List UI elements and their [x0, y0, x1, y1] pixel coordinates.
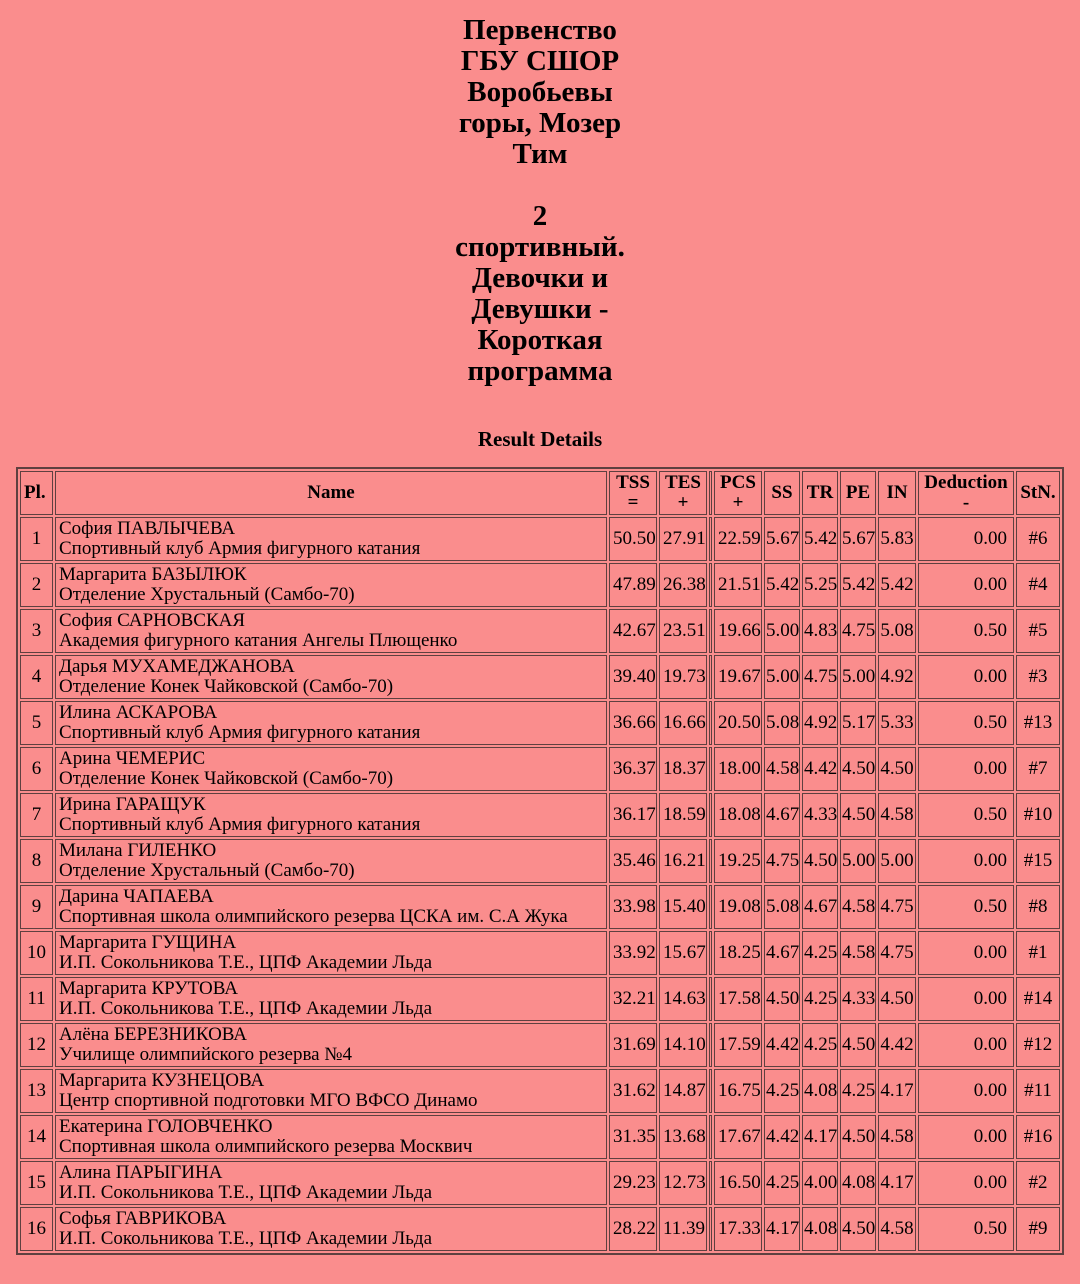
- pcs-cell: 22.59: [714, 517, 762, 561]
- deduction-cell: 0.00: [918, 563, 1014, 607]
- tes-cell: 18.59: [659, 793, 707, 837]
- col-header-label: StN.: [1020, 482, 1056, 503]
- rank-cell: 8: [20, 839, 53, 883]
- rank-cell: 5: [20, 701, 53, 745]
- club-name: Отделение Конек Чайковской (Самбо-70): [59, 768, 394, 789]
- col-header-label: TSS: [616, 472, 650, 493]
- skater-name: Дарья МУХАМЕДЖАНОВА: [59, 656, 295, 677]
- spacer-cell: [709, 793, 712, 837]
- col-header-label: SS: [771, 482, 793, 503]
- stn-cell: #8: [1016, 885, 1060, 929]
- spacer-cell: [709, 1069, 712, 1113]
- tr-cell: 4.42: [802, 747, 838, 791]
- table-row: [20, 701, 1060, 745]
- in-cell: 4.17: [878, 1161, 916, 1205]
- pe-cell: 4.50: [840, 793, 876, 837]
- in-cell: 4.92: [878, 655, 916, 699]
- in-cell: 5.00: [878, 839, 916, 883]
- club-name: И.П. Сокольникова Т.Е., ЦПФ Академии Льда: [59, 1228, 433, 1249]
- tes-cell: 15.67: [659, 931, 707, 975]
- deduction-cell: 0.50: [918, 609, 1014, 653]
- rank-cell: 10: [20, 931, 53, 975]
- col-header-tr: [802, 471, 838, 515]
- pe-cell: 4.75: [840, 609, 876, 653]
- pe-cell: 5.42: [840, 563, 876, 607]
- club-name: И.П. Сокольникова Т.Е., ЦПФ Академии Льда: [59, 998, 433, 1019]
- spacer-cell: [709, 655, 712, 699]
- tss-cell: 39.40: [609, 655, 657, 699]
- table-row: [20, 563, 1060, 607]
- col-header-label: Name: [307, 482, 355, 503]
- club-name: Спортивный клуб Армия фигурного катания: [59, 722, 421, 743]
- table-row: [20, 839, 1060, 883]
- ss-cell: 5.00: [764, 609, 800, 653]
- in-cell: 5.42: [878, 563, 916, 607]
- col-header-tes: [659, 471, 707, 515]
- in-cell: 5.33: [878, 701, 916, 745]
- tss-cell: 31.69: [609, 1023, 657, 1067]
- spacer-cell: [709, 1023, 712, 1067]
- ss-cell: 4.25: [764, 1069, 800, 1113]
- tss-cell: 35.46: [609, 839, 657, 883]
- col-header-deduction: [918, 471, 1014, 515]
- tes-cell: 15.40: [659, 885, 707, 929]
- in-cell: 4.50: [878, 977, 916, 1021]
- spacer-cell: [709, 1161, 712, 1205]
- tr-cell: 4.75: [802, 655, 838, 699]
- tes-cell: 11.39: [659, 1207, 707, 1251]
- pcs-cell: 17.59: [714, 1023, 762, 1067]
- name-cell: [55, 1161, 607, 1205]
- table-row: [20, 1161, 1060, 1205]
- stn-cell: #1: [1016, 931, 1060, 975]
- tr-cell: 4.00: [802, 1161, 838, 1205]
- col-header-name: [55, 471, 607, 515]
- tr-cell: 4.17: [802, 1115, 838, 1159]
- stn-cell: #6: [1016, 517, 1060, 561]
- tr-cell: 4.67: [802, 885, 838, 929]
- name-cell: [55, 1207, 607, 1251]
- deduction-cell: 0.50: [918, 793, 1014, 837]
- pe-cell: 4.50: [840, 1207, 876, 1251]
- col-header-label: TES: [665, 472, 701, 493]
- skater-name: Илина АСКАРОВА: [59, 702, 218, 723]
- pcs-cell: 17.33: [714, 1207, 762, 1251]
- tr-cell: 4.92: [802, 701, 838, 745]
- stn-cell: #9: [1016, 1207, 1060, 1251]
- in-cell: 4.58: [878, 1115, 916, 1159]
- tss-cell: 42.67: [609, 609, 657, 653]
- ss-cell: 4.42: [764, 1023, 800, 1067]
- col-header-ss: [764, 471, 800, 515]
- tss-cell: 36.37: [609, 747, 657, 791]
- in-cell: 4.58: [878, 793, 916, 837]
- table-row: [20, 977, 1060, 1021]
- deduction-cell: 0.00: [918, 1069, 1014, 1113]
- deduction-cell: 0.00: [918, 747, 1014, 791]
- skater-name: София САРНОВСКАЯ: [59, 610, 246, 631]
- pe-cell: 4.33: [840, 977, 876, 1021]
- tr-cell: 4.83: [802, 609, 838, 653]
- results-table: [16, 467, 1064, 1255]
- ss-cell: 5.08: [764, 885, 800, 929]
- stn-cell: #4: [1016, 563, 1060, 607]
- club-name: Спортивная школа олимпийского резерва ЦСКА им. С.А Жука: [59, 906, 568, 927]
- rank-cell: 9: [20, 885, 53, 929]
- col-header-label: IN: [886, 482, 908, 503]
- in-cell: 4.75: [878, 885, 916, 929]
- segment-title: 2 спортивный. Девочки и Девушки - Короткая программа: [455, 200, 625, 387]
- spacer-cell: [709, 609, 712, 653]
- skater-name: Маргарита КРУТОВА: [59, 978, 238, 999]
- col-header-sub: -: [962, 492, 970, 513]
- name-cell: [55, 517, 607, 561]
- table-row: [20, 747, 1060, 791]
- club-name: Отделение Хрустальный (Самбо-70): [59, 584, 355, 605]
- pe-cell: 5.17: [840, 701, 876, 745]
- stn-cell: #11: [1016, 1069, 1060, 1113]
- skater-name: Ирина ГАРАЩУК: [59, 794, 206, 815]
- pcs-cell: 19.25: [714, 839, 762, 883]
- spacer-cell: [709, 977, 712, 1021]
- col-header-sub: +: [677, 492, 689, 513]
- pcs-cell: 17.58: [714, 977, 762, 1021]
- stn-cell: #5: [1016, 609, 1060, 653]
- col-header-in: [878, 471, 916, 515]
- tr-cell: 4.33: [802, 793, 838, 837]
- tr-cell: 4.25: [802, 977, 838, 1021]
- deduction-cell: 0.00: [918, 655, 1014, 699]
- ss-cell: 5.67: [764, 517, 800, 561]
- pcs-cell: 21.51: [714, 563, 762, 607]
- pe-cell: 4.58: [840, 931, 876, 975]
- table-row: [20, 1207, 1060, 1251]
- tes-cell: 14.87: [659, 1069, 707, 1113]
- pcs-cell: 18.08: [714, 793, 762, 837]
- in-cell: 4.58: [878, 1207, 916, 1251]
- in-cell: 4.50: [878, 747, 916, 791]
- deduction-cell: 0.50: [918, 701, 1014, 745]
- table-row: [20, 609, 1060, 653]
- tss-cell: 36.17: [609, 793, 657, 837]
- club-name: Центр спортивной подготовки МГО ВФСО Динамо: [59, 1090, 478, 1111]
- ss-cell: 4.75: [764, 839, 800, 883]
- spacer-cell: [709, 701, 712, 745]
- rank-cell: 15: [20, 1161, 53, 1205]
- in-cell: 4.17: [878, 1069, 916, 1113]
- name-cell: [55, 609, 607, 653]
- in-cell: 4.42: [878, 1023, 916, 1067]
- club-name: Академия фигурного катания Ангелы Плющенко: [59, 630, 458, 651]
- ss-cell: 4.25: [764, 1161, 800, 1205]
- col-header-sub: +: [732, 492, 744, 513]
- ss-cell: 4.58: [764, 747, 800, 791]
- name-cell: [55, 931, 607, 975]
- pcs-cell: 19.08: [714, 885, 762, 929]
- col-header-label: Deduction: [924, 472, 1008, 493]
- col-header-pl: [20, 471, 53, 515]
- club-name: Училище олимпийского резерва №4: [59, 1044, 352, 1065]
- tes-cell: 14.63: [659, 977, 707, 1021]
- table-row: [20, 885, 1060, 929]
- name-cell: [55, 1023, 607, 1067]
- spacer-cell: [709, 1115, 712, 1159]
- rank-cell: 12: [20, 1023, 53, 1067]
- table-row: [20, 931, 1060, 975]
- deduction-cell: 0.00: [918, 839, 1014, 883]
- skater-name: Милана ГИЛЕНКО: [59, 840, 217, 861]
- stn-cell: #16: [1016, 1115, 1060, 1159]
- col-header-label: PE: [845, 482, 871, 503]
- results-table-body: [20, 517, 1060, 1251]
- header-row: [20, 471, 1060, 515]
- section-title: Result Details: [477, 427, 603, 451]
- stn-cell: #12: [1016, 1023, 1060, 1067]
- club-name: Отделение Конек Чайковской (Самбо-70): [59, 676, 394, 697]
- ss-cell: 5.08: [764, 701, 800, 745]
- skater-name: Екатерина ГОЛОВЧЕНКО: [59, 1116, 273, 1137]
- ss-cell: 4.67: [764, 931, 800, 975]
- tes-cell: 18.37: [659, 747, 707, 791]
- ss-cell: 5.42: [764, 563, 800, 607]
- stn-cell: #3: [1016, 655, 1060, 699]
- stn-cell: #10: [1016, 793, 1060, 837]
- in-cell: 4.75: [878, 931, 916, 975]
- spacer-cell: [709, 563, 712, 607]
- deduction-cell: 0.00: [918, 517, 1014, 561]
- tes-cell: 19.73: [659, 655, 707, 699]
- ss-cell: 4.42: [764, 1115, 800, 1159]
- page-title: [0, 0, 1080, 387]
- deduction-cell: 0.00: [918, 1115, 1014, 1159]
- deduction-cell: 0.00: [918, 1023, 1014, 1067]
- col-header-pcs: [714, 471, 762, 515]
- deduction-cell: 0.00: [918, 931, 1014, 975]
- in-cell: 5.83: [878, 517, 916, 561]
- tr-cell: 4.25: [802, 931, 838, 975]
- name-cell: [55, 793, 607, 837]
- pe-cell: 5.67: [840, 517, 876, 561]
- pe-cell: 4.50: [840, 1115, 876, 1159]
- tr-cell: 4.08: [802, 1207, 838, 1251]
- table-row: [20, 1069, 1060, 1113]
- pe-cell: 4.50: [840, 747, 876, 791]
- tss-cell: 47.89: [609, 563, 657, 607]
- name-cell: [55, 885, 607, 929]
- pe-cell: 5.00: [840, 839, 876, 883]
- deduction-cell: 0.50: [918, 1207, 1014, 1251]
- name-cell: [55, 563, 607, 607]
- tes-cell: 23.51: [659, 609, 707, 653]
- col-header-pe: [840, 471, 876, 515]
- spacer-cell: [709, 885, 712, 929]
- col-header-tss: [609, 471, 657, 515]
- pcs-cell: 16.75: [714, 1069, 762, 1113]
- pcs-cell: 19.66: [714, 609, 762, 653]
- rank-cell: 11: [20, 977, 53, 1021]
- tr-cell: 4.50: [802, 839, 838, 883]
- tr-cell: 5.42: [802, 517, 838, 561]
- rank-cell: 13: [20, 1069, 53, 1113]
- pe-cell: 4.25: [840, 1069, 876, 1113]
- ss-cell: 4.67: [764, 793, 800, 837]
- pe-cell: 4.50: [840, 1023, 876, 1067]
- ss-cell: 4.17: [764, 1207, 800, 1251]
- tr-cell: 5.25: [802, 563, 838, 607]
- stn-cell: #14: [1016, 977, 1060, 1021]
- col-header-label: TR: [806, 482, 834, 503]
- rank-cell: 4: [20, 655, 53, 699]
- col-header-label: PCS: [720, 472, 756, 493]
- tss-cell: 50.50: [609, 517, 657, 561]
- tes-cell: 14.10: [659, 1023, 707, 1067]
- col-header-stn: [1016, 471, 1060, 515]
- club-name: Спортивный клуб Армия фигурного катания: [59, 814, 421, 835]
- tss-cell: 33.92: [609, 931, 657, 975]
- skater-name: Дарина ЧАПАЕВА: [59, 886, 214, 907]
- pcs-cell: 20.50: [714, 701, 762, 745]
- spacer-cell: [709, 839, 712, 883]
- stn-cell: #15: [1016, 839, 1060, 883]
- table-row: [20, 517, 1060, 561]
- stn-cell: #13: [1016, 701, 1060, 745]
- rank-cell: 3: [20, 609, 53, 653]
- skater-name: Алина ПАРЫГИНА: [59, 1162, 223, 1183]
- pcs-cell: 19.67: [714, 655, 762, 699]
- club-name: Спортивная школа олимпийского резерва Москвич: [59, 1136, 473, 1157]
- tss-cell: 29.23: [609, 1161, 657, 1205]
- skater-name: Маргарита КУЗНЕЦОВА: [59, 1070, 265, 1091]
- rank-cell: 6: [20, 747, 53, 791]
- skater-name: Алёна БЕРЕЗНИКОВА: [59, 1024, 247, 1045]
- rank-cell: 16: [20, 1207, 53, 1251]
- deduction-cell: 0.50: [918, 885, 1014, 929]
- table-row: [20, 1023, 1060, 1067]
- skater-name: София ПАВЛЫЧЕВА: [59, 518, 236, 539]
- spacer-cell: [709, 931, 712, 975]
- tr-cell: 4.08: [802, 1069, 838, 1113]
- deduction-cell: 0.00: [918, 1161, 1014, 1205]
- col-header-sub: =: [627, 492, 639, 513]
- skater-name: Маргарита БАЗЫЛЮК: [59, 564, 247, 585]
- spacer-cell: [709, 1207, 712, 1251]
- club-name: И.П. Сокольникова Т.Е., ЦПФ Академии Льда: [59, 952, 433, 973]
- skater-name: Софья ГАВРИКОВА: [59, 1208, 227, 1229]
- skater-name: Маргарита ГУЩИНА: [59, 932, 237, 953]
- tr-cell: 4.25: [802, 1023, 838, 1067]
- name-cell: [55, 839, 607, 883]
- spacer-cell: [709, 517, 712, 561]
- tss-cell: 28.22: [609, 1207, 657, 1251]
- stn-cell: #2: [1016, 1161, 1060, 1205]
- tes-cell: 12.73: [659, 1161, 707, 1205]
- pcs-cell: 18.00: [714, 747, 762, 791]
- pcs-cell: 16.50: [714, 1161, 762, 1205]
- name-cell: [55, 977, 607, 1021]
- tss-cell: 32.21: [609, 977, 657, 1021]
- pe-cell: 4.08: [840, 1161, 876, 1205]
- name-cell: [55, 747, 607, 791]
- in-cell: 5.08: [878, 609, 916, 653]
- rank-cell: 2: [20, 563, 53, 607]
- name-cell: [55, 655, 607, 699]
- club-name: И.П. Сокольникова Т.Е., ЦПФ Академии Льда: [59, 1182, 433, 1203]
- pe-cell: 5.00: [840, 655, 876, 699]
- rank-cell: 14: [20, 1115, 53, 1159]
- spacer-cell: [709, 747, 712, 791]
- table-row: [20, 793, 1060, 837]
- pcs-cell: 17.67: [714, 1115, 762, 1159]
- tss-cell: 36.66: [609, 701, 657, 745]
- table-row: [20, 655, 1060, 699]
- stn-cell: #7: [1016, 747, 1060, 791]
- name-cell: [55, 701, 607, 745]
- tes-cell: 13.68: [659, 1115, 707, 1159]
- rank-cell: 1: [20, 517, 53, 561]
- tes-cell: 16.21: [659, 839, 707, 883]
- event-title: Первенство ГБУ СШОР Воробьевы горы, Мозер Тим: [458, 14, 622, 170]
- club-name: Спортивный клуб Армия фигурного катания: [59, 538, 421, 559]
- tss-cell: 31.35: [609, 1115, 657, 1159]
- club-name: Отделение Хрустальный (Самбо-70): [59, 860, 355, 881]
- ss-cell: 5.00: [764, 655, 800, 699]
- deduction-cell: 0.00: [918, 977, 1014, 1021]
- table-row: [20, 1115, 1060, 1159]
- pcs-cell: 18.25: [714, 931, 762, 975]
- tes-cell: 26.38: [659, 563, 707, 607]
- rank-cell: 7: [20, 793, 53, 837]
- tes-cell: 27.91: [659, 517, 707, 561]
- pe-cell: 4.58: [840, 885, 876, 929]
- tss-cell: 33.98: [609, 885, 657, 929]
- ss-cell: 4.50: [764, 977, 800, 1021]
- skater-name: Арина ЧЕМЕРИС: [59, 748, 206, 769]
- tss-cell: 31.62: [609, 1069, 657, 1113]
- tes-cell: 16.66: [659, 701, 707, 745]
- name-cell: [55, 1115, 607, 1159]
- col-header-spacer: [709, 471, 712, 515]
- name-cell: [55, 1069, 607, 1113]
- col-header-label: Pl.: [24, 482, 46, 503]
